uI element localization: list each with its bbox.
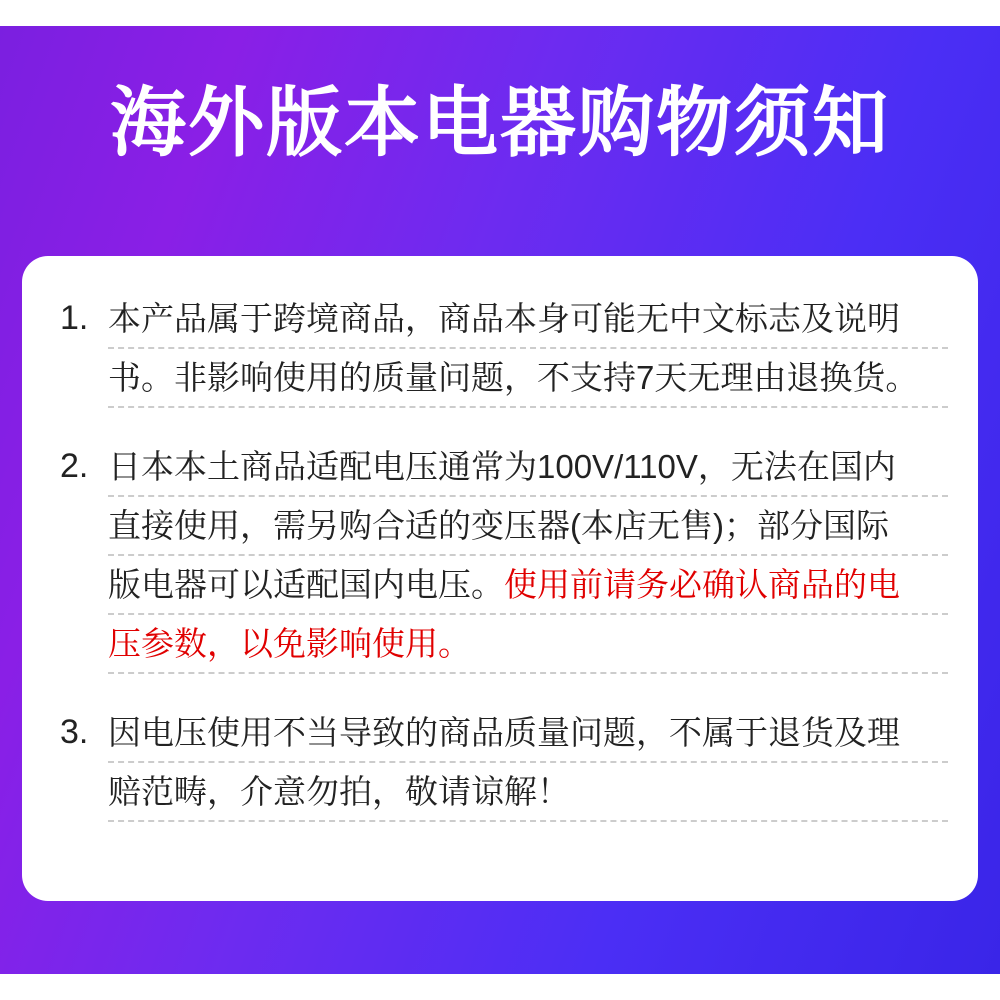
- notice-text: 版电器可以适配国内电压。: [108, 566, 504, 603]
- notice-text-highlight: 使用前请务必确认商品的电: [504, 566, 900, 603]
- list-item-number: 2.: [60, 447, 89, 485]
- list-item-number: 3.: [60, 713, 89, 751]
- notice-line: 赔范畴，介意勿拍，敬请谅解！: [108, 763, 948, 822]
- notice-line-highlight: 压参数，以免影响使用。: [108, 615, 948, 674]
- item-separator: [52, 422, 948, 438]
- page-title: 海外版本电器购物须知: [110, 81, 890, 166]
- list-item: [52, 290, 948, 408]
- list-item: [52, 438, 948, 674]
- notice-line: 因电压使用不当导致的商品质量问题，不属于退货及理: [108, 704, 948, 763]
- list-item-body: [108, 438, 948, 674]
- list-item-number: 1.: [60, 299, 89, 337]
- list-item-body: [108, 704, 948, 822]
- notice-line: 日本本土商品适配电压通常为100V/110V，无法在国内: [108, 438, 948, 497]
- notice-line: 直接使用，需另购合适的变压器(本店无售)；部分国际: [108, 497, 948, 556]
- notice-line-mixed: [108, 556, 948, 615]
- notice-line: 本产品属于跨境商品，商品本身可能无中文标志及说明: [108, 290, 948, 349]
- item-separator: [52, 688, 948, 704]
- list-item-body: [108, 290, 948, 408]
- list-item: [52, 704, 948, 822]
- notice-line: 书。非影响使用的质量问题，不支持7天无理由退换货。: [108, 349, 948, 408]
- notice-banner: [0, 26, 1000, 974]
- notice-card: [22, 256, 978, 901]
